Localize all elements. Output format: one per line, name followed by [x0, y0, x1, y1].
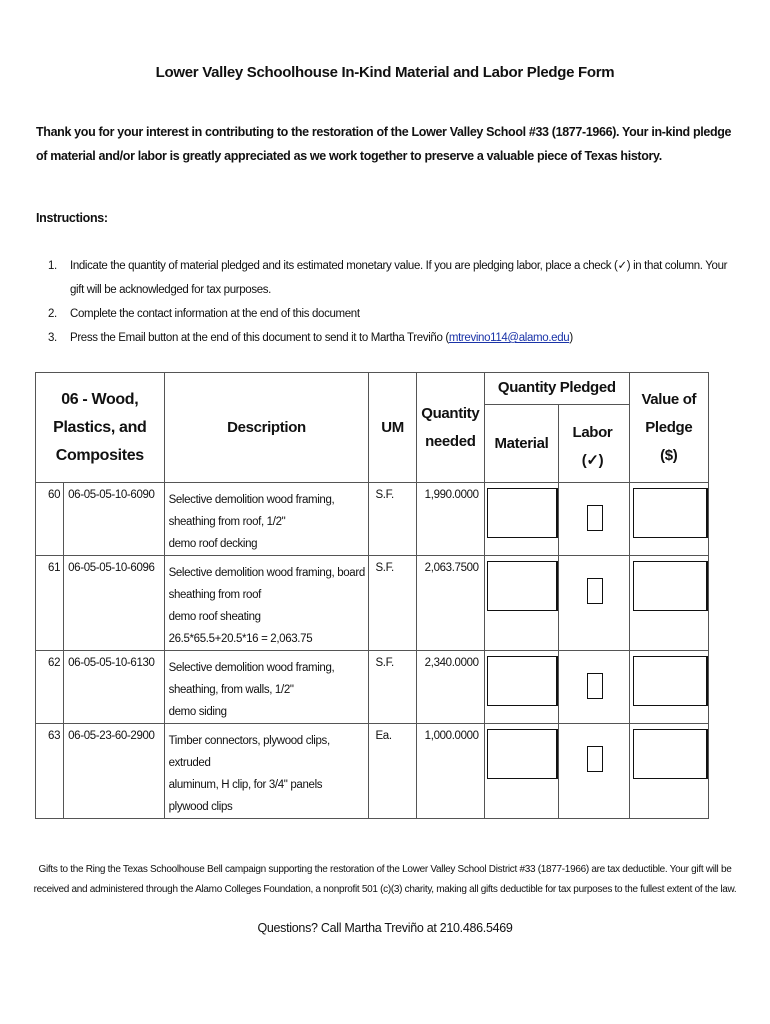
quantity-pledged-header: [484, 373, 629, 483]
material-cell: [484, 556, 558, 651]
labor-header-label: Labor (✓): [572, 424, 613, 469]
section-header: [36, 373, 165, 483]
description-line: Timber connectors, plywood clips, extruded: [168, 735, 330, 769]
value-header: [629, 373, 708, 483]
um-header: UM: [369, 373, 416, 483]
item-code: 06-05-05-10-6096: [64, 556, 164, 651]
labor-cell: [559, 724, 629, 819]
labor-cell: [559, 556, 629, 651]
row-number: 63: [36, 724, 64, 819]
item-description: [164, 556, 369, 651]
instruction-number: 1.: [48, 260, 57, 272]
email-link[interactable]: mtrevino114@alamo.edu: [448, 332, 570, 344]
questions-contact: Questions? Call Martha Treviño at 210.486.5469: [257, 921, 513, 935]
item-description: [164, 483, 369, 556]
row-number: 62: [36, 651, 64, 724]
labor-cell: [559, 483, 629, 556]
labor-header: [558, 419, 627, 475]
material-cell: [484, 651, 558, 724]
labor-checkbox[interactable]: [587, 673, 603, 699]
instructions-heading: Instructions:: [36, 211, 108, 225]
instruction-text: Indicate the quantity of material pledged and its estimated monetary value. If you are pledging labor, place a check (✓) in that column. Your gift will be acknowledged for tax purposes.: [70, 260, 728, 296]
row-number: 60: [36, 483, 64, 556]
section-header-label: 06 - Wood, Plastics, and Composites: [53, 390, 147, 464]
material-header: Material: [494, 435, 549, 452]
instruction-number: 2.: [48, 308, 57, 320]
description-line: aluminum, H clip, for 3/4" panels: [168, 779, 323, 791]
value-cell: [629, 724, 708, 819]
table-header-row: [36, 373, 709, 483]
instructions-list: [48, 254, 738, 350]
instruction-text-end: ): [569, 332, 573, 344]
value-cell: [629, 651, 708, 724]
description-line: plywood clips: [168, 801, 233, 813]
item-code: 06-05-05-10-6130: [64, 651, 164, 724]
header-column-divider: [558, 404, 559, 482]
value-input[interactable]: [633, 488, 708, 538]
quantity-needed: 1,000.0000: [416, 724, 484, 819]
unit-of-measure: S.F.: [369, 556, 416, 651]
form-title: Lower Valley Schoolhouse In-Kind Material and Labor Pledge Form: [155, 64, 615, 81]
description-line: Selective demolition wood framing,: [168, 662, 335, 674]
table-row: [36, 483, 709, 556]
item-code: 06-05-23-60-2900: [64, 724, 164, 819]
instruction-item: [48, 302, 738, 326]
intro-paragraph: Thank you for your interest in contributing to the restoration of the Lower Valley School #33 (1877-1966). Your in-kind pledge of material and/or labor is greatly appreciated as we work together to preserve a valuable piece of Texas history.: [36, 125, 732, 163]
material-cell: [484, 483, 558, 556]
value-header-label: Value of Pledge ($): [641, 390, 697, 464]
table-row: [36, 556, 709, 651]
description-line: sheathing, from walls, 1/2": [168, 684, 294, 696]
table-row: [36, 724, 709, 819]
description-line: Selective demolition wood framing, board: [168, 567, 365, 579]
value-input[interactable]: [633, 656, 708, 706]
labor-checkbox[interactable]: [587, 505, 603, 531]
material-cell: [484, 724, 558, 819]
row-number: 61: [36, 556, 64, 651]
description-line: sheathing from roof, 1/2": [168, 516, 286, 528]
quantity-needed-header: [416, 373, 484, 483]
description-line: sheathing from roof: [168, 589, 261, 601]
item-description: [164, 651, 369, 724]
description-line: demo siding: [168, 706, 227, 718]
material-input[interactable]: [487, 488, 558, 538]
labor-checkbox[interactable]: [587, 578, 603, 604]
description-line: 26.5*65.5+20.5*16 = 2,063.75: [168, 633, 313, 645]
gifts-note: Gifts to the Ring the Texas Schoolhouse Bell campaign supporting the restoration of the Lower Valley School District #33 (1877-1966) are tax deductible. Your gift will be received and administered through the Alamo Colleges Foundation, a nonprofit 501 (c)(3) charity, making all gifts deductible for tax purposes to the fullest extent of the law.: [33, 864, 737, 895]
description-header: Description: [164, 373, 369, 483]
value-input[interactable]: [633, 729, 708, 779]
labor-cell: [559, 651, 629, 724]
item-code: 06-05-05-10-6090: [64, 483, 164, 556]
quantity-needed: 2,063.7500: [416, 556, 484, 651]
header-divider: [485, 404, 629, 405]
description-line: demo roof decking: [168, 538, 258, 550]
item-description: [164, 724, 369, 819]
value-cell: [629, 483, 708, 556]
quantity-needed: 2,340.0000: [416, 651, 484, 724]
value-input[interactable]: [633, 561, 708, 611]
instruction-text: Complete the contact information at the end of this document: [70, 308, 360, 320]
value-cell: [629, 556, 708, 651]
description-line: Selective demolition wood framing,: [168, 494, 335, 506]
material-input[interactable]: [487, 561, 558, 611]
unit-of-measure: S.F.: [369, 651, 416, 724]
instruction-text: Press the Email button at the end of this document to send it to Martha Treviño (: [70, 332, 449, 344]
quantity-needed: 1,990.0000: [416, 483, 484, 556]
instruction-number: 3.: [48, 332, 57, 344]
quantity-needed-label: Quantity needed: [421, 404, 480, 450]
labor-checkbox[interactable]: [587, 746, 603, 772]
quantity-pledged-label: Quantity Pledged: [497, 379, 616, 396]
table-row: [36, 651, 709, 724]
unit-of-measure: Ea.: [369, 724, 416, 819]
instruction-item: [48, 326, 738, 350]
unit-of-measure: S.F.: [369, 483, 416, 556]
material-input[interactable]: [487, 656, 558, 706]
description-line: demo roof sheating: [168, 611, 261, 623]
pledge-table: [35, 372, 709, 819]
material-input[interactable]: [487, 729, 558, 779]
instruction-item: [48, 254, 738, 302]
